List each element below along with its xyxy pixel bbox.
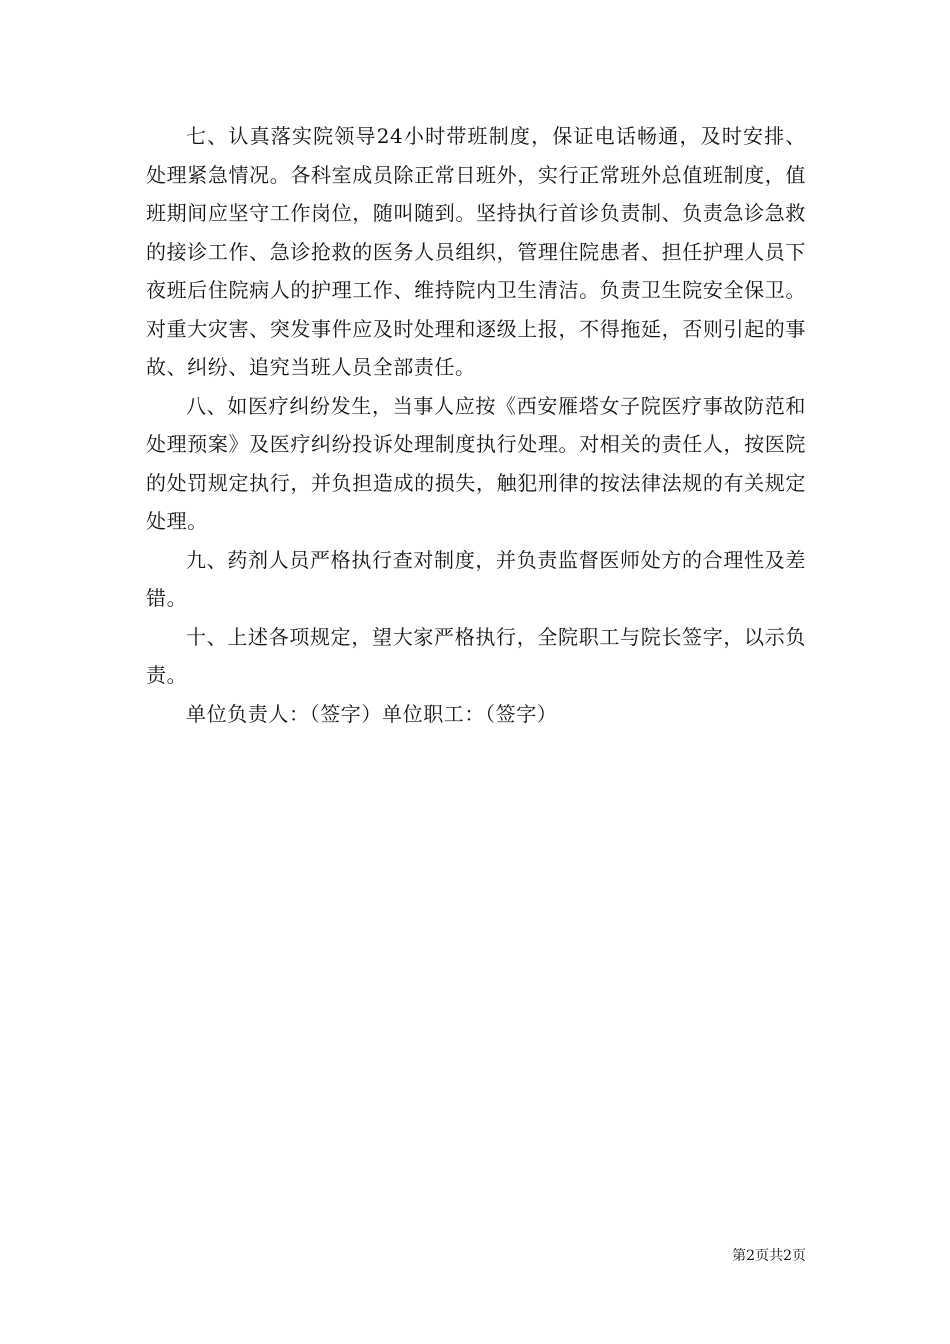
page-number-footer: 第2页共2页 [732, 1248, 806, 1264]
paragraph-item-9: 九、药剂人员严格执行查对制度，并负责监督医师处方的合理性及差错。 [146, 547, 806, 610]
paragraph-item-7: 七、认真落实院领导24小时带班制度，保证电话畅通，及时安排、处理紧急情况。各科室成员除正常日班外，实行正常班外总值班制度，值班期间应坚守工作岗位，随叫随到。坚持执行首诊负责制、负责急诊急救的接诊工作、急诊抢救的医务人员组织，管理住院患者、担任护理人员下夜班后住院病人的护理工作、维持院内卫生清洁。负责卫生院安全保卫。对重大灾害、突发事件应及时处理和逐级上报，不得拖延，否则引起的事故、纠纷、追究当班人员全部责任。 [146, 124, 806, 379]
document-body [146, 117, 806, 733]
paragraph-item-10: 十、上述各项规定，望大家严格执行，全院职工与院长签字，以示负责。 [146, 624, 806, 687]
signature-line: 单位负责人：（签字）单位职工：（签字） [186, 701, 558, 726]
paragraph-item-8: 八、如医疗纠纷发生，当事人应按《西安雁塔女子院医疗事故防范和处理预案》及医疗纠纷投诉处理制度执行处理。对相关的责任人，按医院的处罚规定执行，并负担造成的损失，触犯刑律的按法律法规的有关规定处理。 [146, 393, 806, 533]
